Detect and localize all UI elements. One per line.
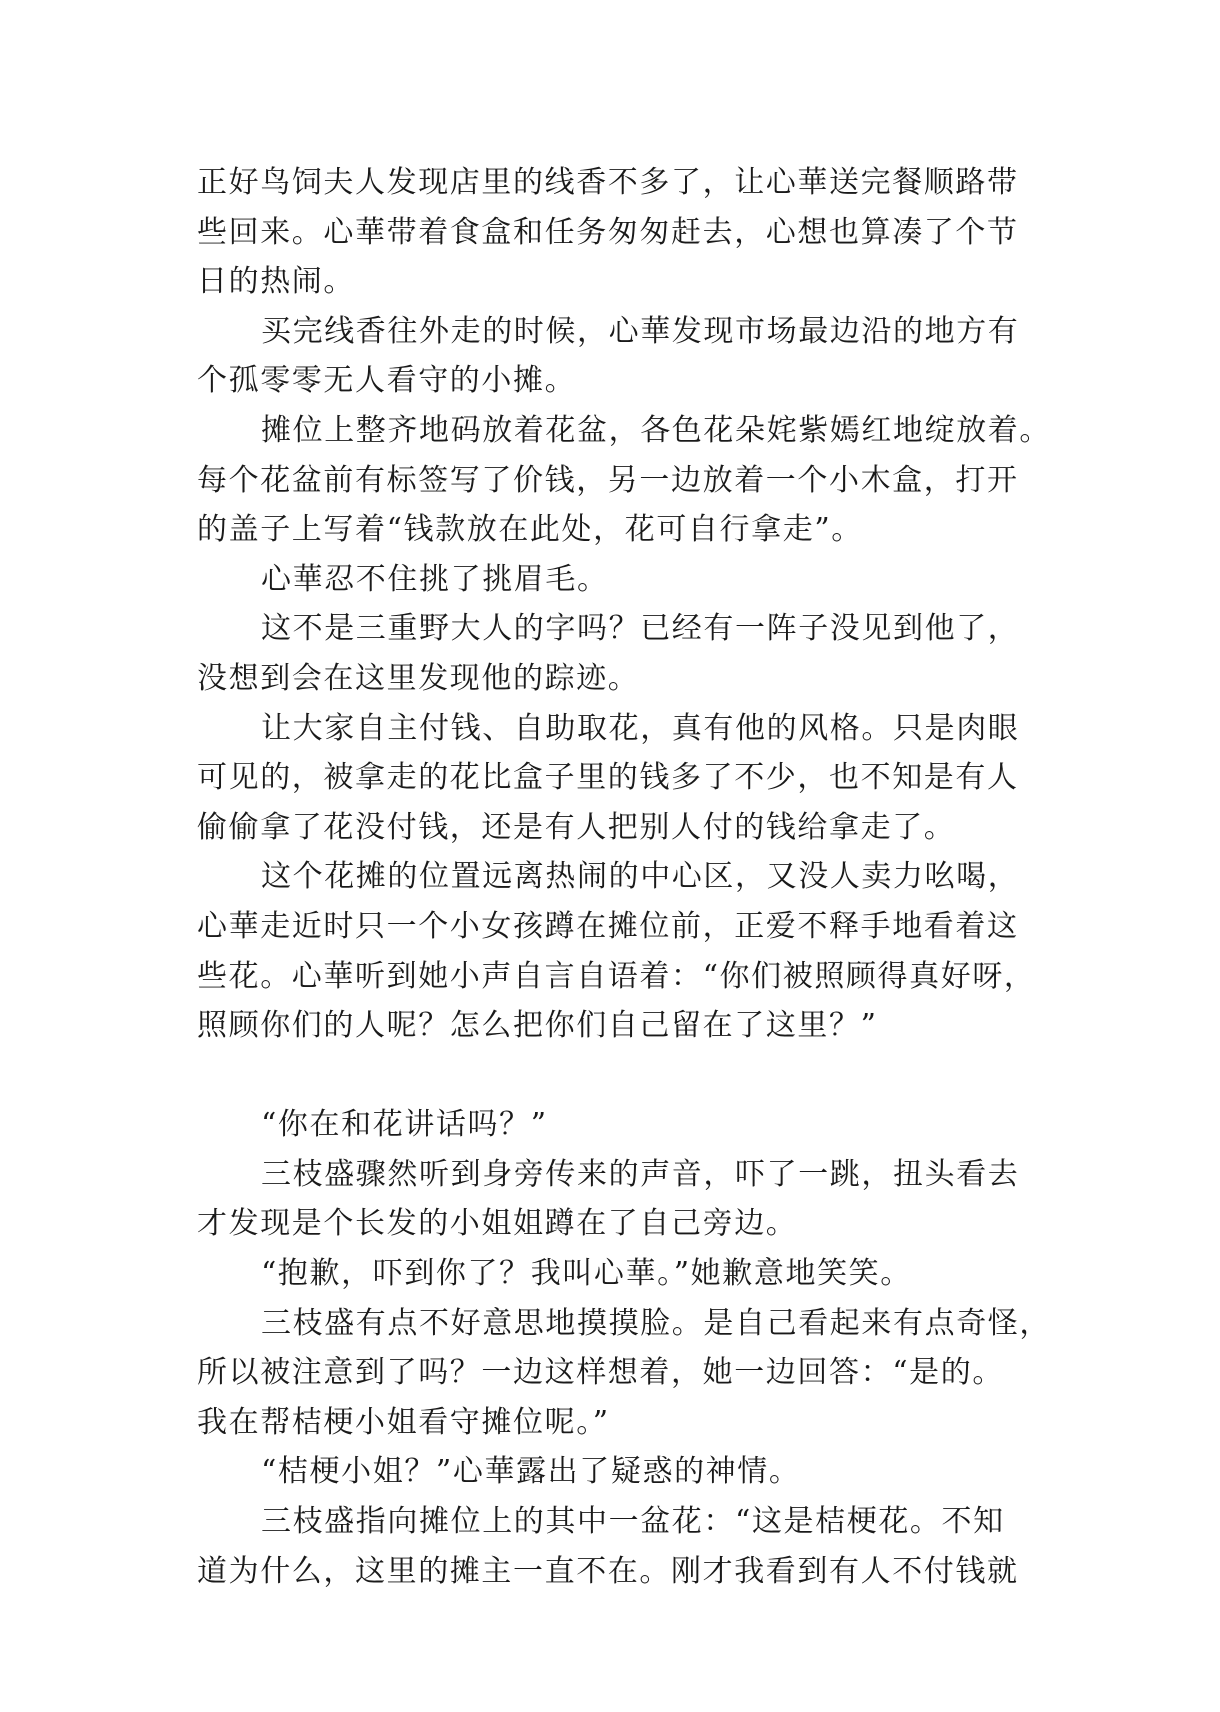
text-line: 三枝盛指向摊位上的其中一盆花：“这是桔梗花。不知	[261, 1504, 1005, 1540]
text-line: 我在帮桔梗小姐看守摊位呢。”	[197, 1404, 610, 1440]
text-line: 心華忍不住挑了挑眉毛。	[261, 561, 609, 597]
text-line: 让大家自主付钱、自助取花，真有他的风格。只是肉眼	[261, 710, 1020, 746]
text-line: 这不是三重野大人的字吗？已经有一阵子没见到他了，	[261, 611, 1020, 647]
text-line: 照顾你们的人呢？怎么把你们自己留在了这里？”	[197, 1008, 878, 1044]
text-line: “你在和花讲话吗？”	[261, 1107, 548, 1143]
text-line: 没想到会在这里发现他的踪迹。	[197, 660, 640, 696]
text-line: “桔梗小姐？”心華露出了疑惑的神情。	[261, 1454, 801, 1490]
text-line: 个孤零零无人看守的小摊。	[197, 363, 577, 399]
text-line: 才发现是个长发的小姐姐蹲在了自己旁边。	[197, 1206, 798, 1242]
text-line: 所以被注意到了吗？一边这样想着，她一边回答：“是的。	[197, 1355, 1004, 1391]
text-line: 日的热闹。	[197, 264, 355, 300]
text-line: 三枝盛骤然听到身旁传来的声音，吓了一跳，扭头看去	[261, 1156, 1020, 1192]
text-line: 心華走近时只一个小女孩蹲在摊位前，正爱不释手地看着这	[197, 908, 1019, 944]
text-line: 可见的，被拿走的花比盒子里的钱多了不少，也不知是有人	[197, 760, 1019, 796]
text-line: 正好鸟饲夫人发现店里的线香不多了，让心華送完餐顺路带	[197, 165, 1019, 200]
text-line: 这个花摊的位置远离热闹的中心区，又没人卖力吆喝，	[261, 859, 1020, 895]
text-line: 道为什么，这里的摊主一直不在。刚才我看到有人不付钱就	[197, 1553, 1019, 1589]
text-line: 摊位上整齐地码放着花盆，各色花朵姹紫嫣红地绽放着。	[261, 412, 1051, 448]
text-line: “抱歉，吓到你了？我叫心華。”她歉意地笑笑。	[261, 1256, 912, 1292]
text-line: 些回来。心華带着食盒和任务匆匆赶去，心想也算凑了个节	[197, 214, 1019, 250]
paragraph-gap	[197, 1051, 1057, 1101]
text-line: 的盖子上写着“钱款放在此处，花可自行拿走”。	[197, 512, 863, 548]
text-line: 三枝盛有点不好意思地摸摸脸。是自己看起来有点奇怪，	[261, 1305, 1051, 1341]
text-line: 偷偷拿了花没付钱，还是有人把别人付的钱给拿走了。	[197, 809, 956, 845]
text-line: 买完线香往外走的时候，心華发现市场最边沿的地方有	[261, 313, 1020, 349]
text-line: 每个花盆前有标签写了价钱，另一边放着一个小木盒，打开	[197, 462, 1019, 498]
text-line: 些花。心華听到她小声自言自语着：“你们被照顾得真好呀，	[197, 958, 1036, 994]
document-body	[197, 158, 1057, 1596]
